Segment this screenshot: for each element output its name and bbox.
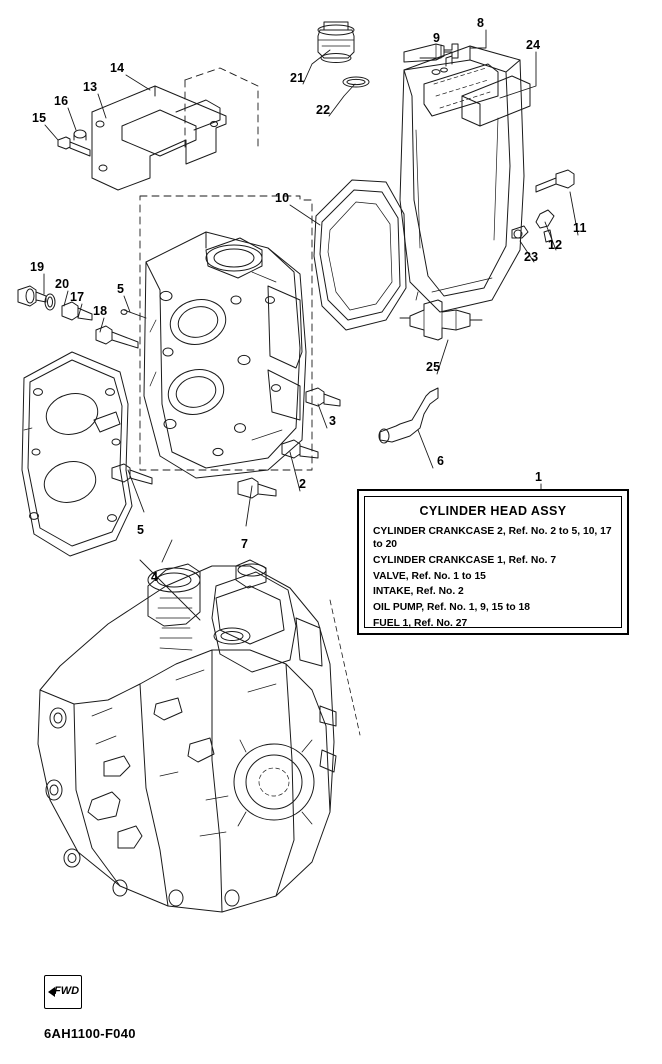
fastener-group [112, 388, 438, 498]
legend-line-5: OIL PUMP, Ref. No. 1, 9, 15 to 18 [373, 601, 530, 613]
callout-6: 6 [437, 454, 445, 468]
assembly-envelope [140, 68, 312, 470]
callout-15: 15 [32, 111, 47, 125]
callout-19: 19 [30, 260, 45, 274]
callout-1: 1 [535, 470, 543, 484]
callout-12: 12 [548, 238, 563, 252]
legend-line-3: VALVE, Ref. No. 1 to 15 [373, 570, 486, 582]
legend-line-6: FUEL 1, Ref. No. 27 [373, 617, 468, 629]
callout-24: 24 [526, 38, 541, 52]
sheet-code: 6AH1100-F040 [44, 1026, 136, 1041]
callout-9: 9 [433, 31, 441, 45]
fwd-label: FWD [54, 985, 80, 997]
callout-5-upper: 5 [117, 282, 125, 296]
callout-22: 22 [316, 103, 331, 117]
clamp-and-bolts-right [512, 170, 574, 242]
callout-16: 16 [54, 94, 69, 108]
legend-line-1: CYLINDER CRANKCASE 2, Ref. No. 2 to 5, 10, 17 to 20 [373, 526, 612, 551]
callout-21: 21 [290, 71, 305, 85]
callout-11: 11 [573, 221, 587, 235]
cover-plate-group [58, 86, 226, 190]
legend-line-4: INTAKE, Ref. No. 2 [373, 586, 464, 598]
spark-plug [400, 292, 482, 340]
oil-filler-cap [318, 22, 369, 87]
head-cover-gasket [314, 180, 406, 330]
callout-18: 18 [93, 304, 108, 318]
callout-14: 14 [110, 61, 125, 75]
cylinder-block [144, 232, 306, 478]
callout-25: 25 [426, 360, 441, 374]
callout-4: 4 [151, 570, 159, 584]
legend-title: CYLINDER HEAD ASSY [419, 504, 567, 518]
callout-13: 13 [83, 80, 98, 94]
legend-line-2: CYLINDER CRANKCASE 1, Ref. No. 7 [373, 554, 557, 566]
fwd-direction-marker [44, 975, 82, 1009]
callout-7: 7 [241, 537, 249, 551]
lower-engine-assembly [38, 560, 336, 912]
callout-10: 10 [275, 191, 290, 205]
callout-23: 23 [524, 250, 539, 264]
callout-2: 2 [299, 477, 307, 491]
head-gasket [22, 352, 132, 556]
callout-8: 8 [477, 16, 485, 30]
cylinder-head-cover [400, 44, 530, 312]
callout-3: 3 [329, 414, 337, 428]
callout-17: 17 [70, 290, 85, 304]
callout-20: 20 [55, 277, 70, 291]
cylinder-head-assy-legend [357, 489, 629, 635]
callout-5-lower: 5 [137, 523, 145, 537]
